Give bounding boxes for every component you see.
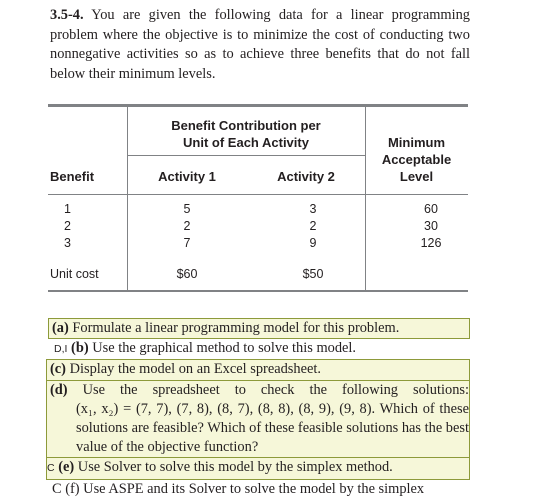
part-a-text: Formulate a linear programming model for this problem. bbox=[72, 320, 400, 336]
header-contribution-line1: Benefit Contribution per bbox=[171, 118, 321, 133]
header-contribution bbox=[127, 117, 365, 151]
row3-activity1: 7 bbox=[183, 236, 191, 250]
problem-text: You are given the following data for a linear programming problem where the objective is to minimize the cost of conducting two nonnegative activities so as to achieve three benefits that do not fall below their minimum levels. bbox=[50, 7, 470, 82]
part-a bbox=[48, 318, 470, 339]
header-activity-1: Activity 1 bbox=[158, 169, 216, 184]
part-b-prefix: D,I bbox=[54, 343, 68, 356]
row1-activity1: 5 bbox=[183, 202, 191, 216]
header-min-line3: Level bbox=[399, 169, 434, 184]
header-min-line2: Acceptable bbox=[381, 152, 452, 167]
table-bottom-rule bbox=[48, 290, 468, 292]
row2-benefit: 2 bbox=[64, 219, 71, 233]
part-d-line1: Use the spreadsheet to check the following solutions: bbox=[82, 381, 469, 398]
cost-label: Unit cost bbox=[50, 267, 99, 281]
part-d-label: (d) bbox=[50, 381, 68, 398]
row3-activity2: 9 bbox=[309, 236, 317, 250]
part-e-text: Use Solver to solve this model by the simplex method. bbox=[77, 459, 393, 476]
part-c-text: Display the model on an Excel spreadsheet. bbox=[69, 361, 321, 378]
row3-benefit: 3 bbox=[64, 236, 71, 250]
part-e-prefix: C bbox=[47, 462, 55, 475]
part-d-text: (x₁, x₂) = (7, 7), (7, 8), (8, 7), (8, 8), (8, 9), (9, 8). Which of these solutions are feasible? Which of these feasible solutions has the best value of the objective function? bbox=[76, 400, 469, 456]
problem-number: 3.5-4. bbox=[50, 7, 84, 23]
part-e bbox=[46, 458, 470, 479]
header-contribution-line2: Unit of Each Activity bbox=[183, 135, 309, 150]
part-c-label: (c) bbox=[50, 361, 66, 378]
problem-statement bbox=[50, 6, 470, 84]
data-table bbox=[48, 104, 468, 292]
row1-min: 60 bbox=[424, 202, 438, 216]
header-minimum-level bbox=[365, 134, 468, 185]
part-b-text: Use the graphical method to solve this model. bbox=[92, 340, 357, 357]
part-b-label: (b) bbox=[71, 340, 89, 357]
cost-activity1: $60 bbox=[176, 267, 198, 281]
exercise-parts bbox=[46, 318, 470, 497]
part-b bbox=[46, 339, 470, 359]
table-top-rule bbox=[48, 104, 468, 107]
header-activity-2: Activity 2 bbox=[277, 169, 335, 184]
row2-min: 30 bbox=[424, 219, 438, 233]
part-d-first-line bbox=[50, 381, 469, 400]
row3-min: 126 bbox=[420, 236, 442, 250]
table-header-rule bbox=[48, 194, 468, 195]
header-benefit: Benefit bbox=[50, 169, 95, 184]
part-e-label: (e) bbox=[58, 459, 75, 476]
row2-activity1: 2 bbox=[183, 219, 191, 233]
part-a-label: (a) bbox=[52, 320, 69, 336]
row1-benefit: 1 bbox=[64, 202, 71, 216]
row2-activity2: 2 bbox=[309, 219, 317, 233]
part-f-partial bbox=[46, 480, 470, 497]
part-c bbox=[46, 359, 470, 380]
header-min-line1: Minimum bbox=[387, 135, 446, 150]
row1-activity2: 3 bbox=[309, 202, 317, 216]
table-span-rule bbox=[127, 155, 365, 156]
part-f-text: C (f) Use ASPE and its Solver to solve the model by the simplex bbox=[52, 480, 425, 497]
cost-activity2: $50 bbox=[302, 267, 324, 281]
part-d bbox=[46, 381, 470, 459]
